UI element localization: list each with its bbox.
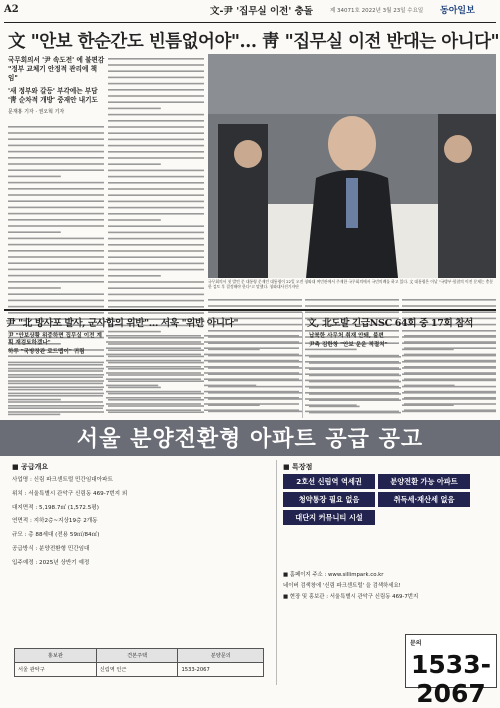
table-cell: 서울 관악구 [15, 663, 97, 677]
subhead-1: 국무회의서 '尹 속도전' 에 불편감 [8, 56, 105, 64]
byline: 문재홍 기자 · 권오혁 기자 [8, 109, 65, 115]
contact-label: 문의 [410, 640, 422, 647]
ad-row: 공급방식 : 분양전환형 민간임대 [12, 545, 90, 552]
story2-subhead-1: 尹 "안보상황 위중하면 집무실 이전 계획 재검토하겠나" [8, 333, 102, 346]
feature-badge: 청약통장 필요 없음 [283, 492, 375, 507]
ad-row: 연면적 : 지하2층~지상19층 2개동 [12, 518, 98, 525]
contact-phone: 1533-2067 [411, 650, 491, 708]
ad-search-tip: 네이버 검색창에 '신림 파크센트럴' 을 검색하세요! [283, 583, 401, 589]
feature-badge: 대단지 커뮤니티 시설 [283, 510, 375, 525]
story2-subhead-2: 하루 "국방장관 로드맵이" 귀띔 [8, 349, 85, 355]
story3-subhead-2: 尹측 김한창 "안보 운운 적절치" [309, 342, 388, 348]
section-title: 文-尹 '집무실 이전' 충돌 [210, 6, 313, 17]
ad-row: 위치 : 서울특별시 관악구 신림동 469-7번지 외 [12, 490, 128, 497]
ad-row: 대지면적 : 5,198.7㎡ (1,572.5평) [12, 504, 99, 511]
subhead-4: '靑 순차적 개방' 중재안 내기도 [8, 96, 98, 104]
brand-logo: 동아일보 [440, 6, 475, 16]
ad-homepage: ■ 홈페이지 주소 : www.sillimpark.co.kr [283, 572, 384, 578]
column-divider [302, 312, 303, 418]
table-cell: 신림역 인근 [96, 663, 178, 677]
table-cell: 1533-2067 [178, 663, 264, 677]
issue-date: 제 34071호 2022년 3월 23일 수요일 [330, 8, 424, 14]
table-cell: 견본주택 [96, 649, 178, 663]
feature-badge: 분양전환 가능 아파트 [378, 474, 470, 489]
table-cell: 홍보관 [15, 649, 97, 663]
ad-overview-list [12, 474, 270, 571]
story3-headline: 文, 北도발 긴급NSC 64회 중 17회 참석 [307, 318, 474, 329]
table-cell: 분양문의 [178, 649, 264, 663]
ad-features-grid [283, 474, 493, 525]
feature-badge: 2호선 신림역 역세권 [283, 474, 375, 489]
story2-headline: 尹 "北 방사포 발사, 군사합의 위반"… 서욱 "위반 아니다" [6, 318, 239, 329]
feature-badge: 취득세·재산세 없음 [378, 492, 470, 507]
photo-caption: 국무회의서 첫 발언 문 대통령 문재인 대통령이 22일 오전 청와대 여민관에서 주재한 국무회의에서 국민의례를 하고 있다. 文 대통령은 이날 "국방부·합참의 이전 문제는 충분한 검토 후 결정해야 한다"고 말했다. 청와대사진기자단 [208, 279, 494, 289]
ad-features-heading: ■ 특장점 [283, 463, 313, 471]
ad-row: 사업명 : 신림 파크센트럴 민간임대아파트 [12, 477, 113, 483]
ad-info-table [14, 648, 264, 677]
section-divider [4, 309, 496, 311]
story3-col-1 [309, 354, 401, 418]
ad-overview-heading: ■ 공급개요 [12, 463, 49, 471]
ad-notes [283, 570, 493, 603]
story2-col-2 [106, 333, 201, 418]
main-headline: 文 "안보 한순간도 빈틈없어야"… 靑 "집무실 이전 반대는 아니다" [8, 32, 500, 52]
ad-row: 규모 : 총 88세대 (전용 59㎡/84㎡) [12, 532, 100, 539]
ad-title: 서울 분양전환형 아파트 공급 공고 [76, 427, 424, 452]
story3-col-2 [404, 333, 496, 418]
story3-subhead-1: 납북한 사무처 취재 안돼, 불편 [309, 333, 384, 339]
subhead-3: '새 정부와 갈등' 부각에는 부담 [8, 87, 98, 95]
ad-site-address: ■ 현장 및 홍보관 : 서울특별시 관악구 신림동 469-7번지 [283, 594, 419, 600]
page-number: A2 [4, 4, 19, 15]
story2-col-1 [8, 362, 103, 418]
ad-divider [276, 460, 277, 685]
ad-contact-box [405, 634, 497, 708]
subhead-2: "정부 교체기 안정적 관리에 책임" [8, 65, 98, 82]
ad-row: 입주예정 : 2025년 상반기 예정 [12, 559, 90, 566]
story2-col-3 [204, 333, 299, 418]
subhead-block [8, 56, 106, 117]
news-photo [208, 54, 496, 278]
